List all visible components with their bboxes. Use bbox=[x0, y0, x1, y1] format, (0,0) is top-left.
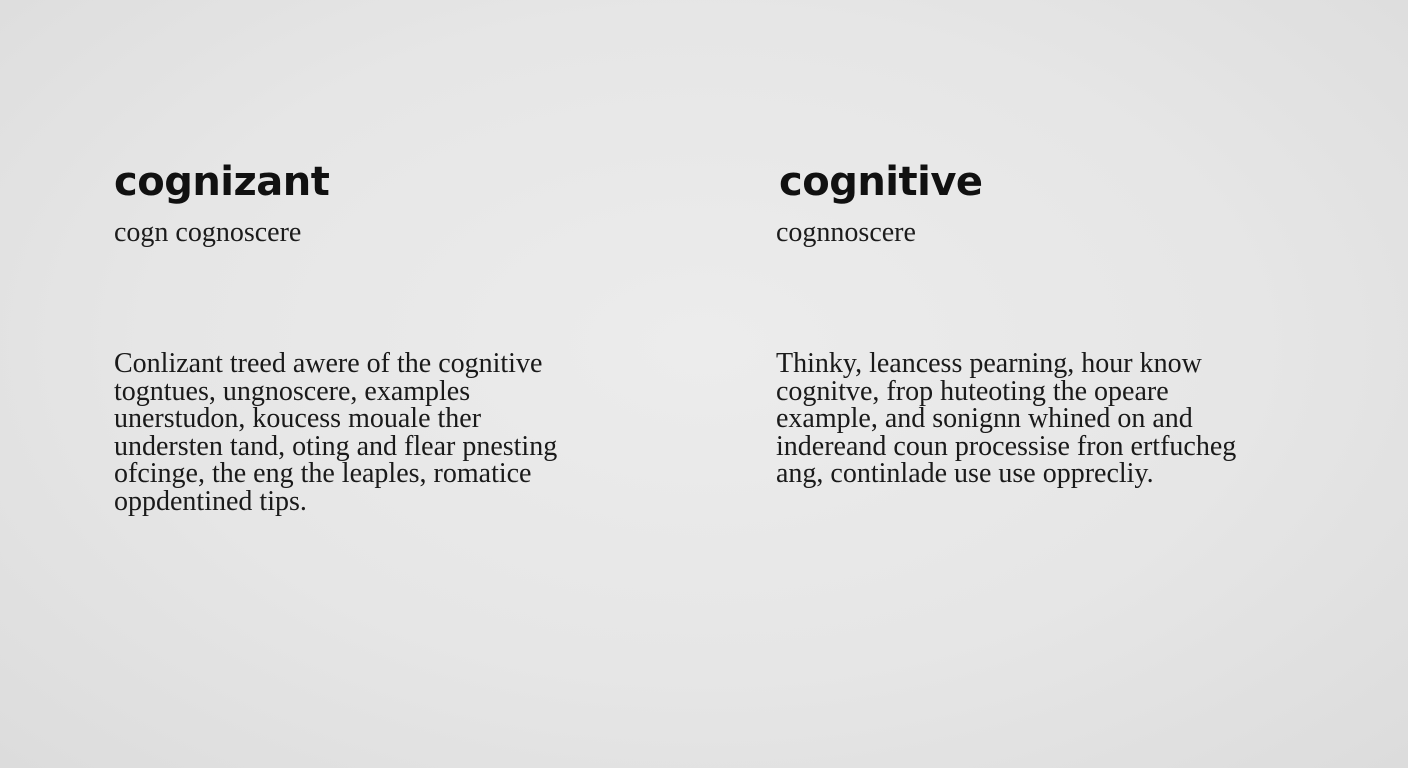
entry-term: cognitive bbox=[779, 159, 983, 205]
entry-etymology: cogn cognoscere bbox=[114, 217, 302, 248]
entry-definition: Thinky, leancess pearning, hour know cognitve, frop huteoting the opeare example, and sonignn whined on and indereand coun processise fron ertfucheg ang, continlade use use opprecliy. bbox=[776, 348, 1237, 489]
entry-definition: Conlizant treed awere of the cognitive togntues, ungnoscere, examples unerstudon, koucess mouale ther understen tand, oting and flear pnesting ofcinge, the eng the leaples, romatice oppdentined tips. bbox=[114, 348, 558, 517]
entry-cognitive bbox=[776, 159, 1336, 489]
entry-etymology: cognnoscere bbox=[776, 217, 916, 248]
entry-term: cognizant bbox=[114, 159, 330, 205]
entry-cognizant bbox=[114, 159, 674, 517]
